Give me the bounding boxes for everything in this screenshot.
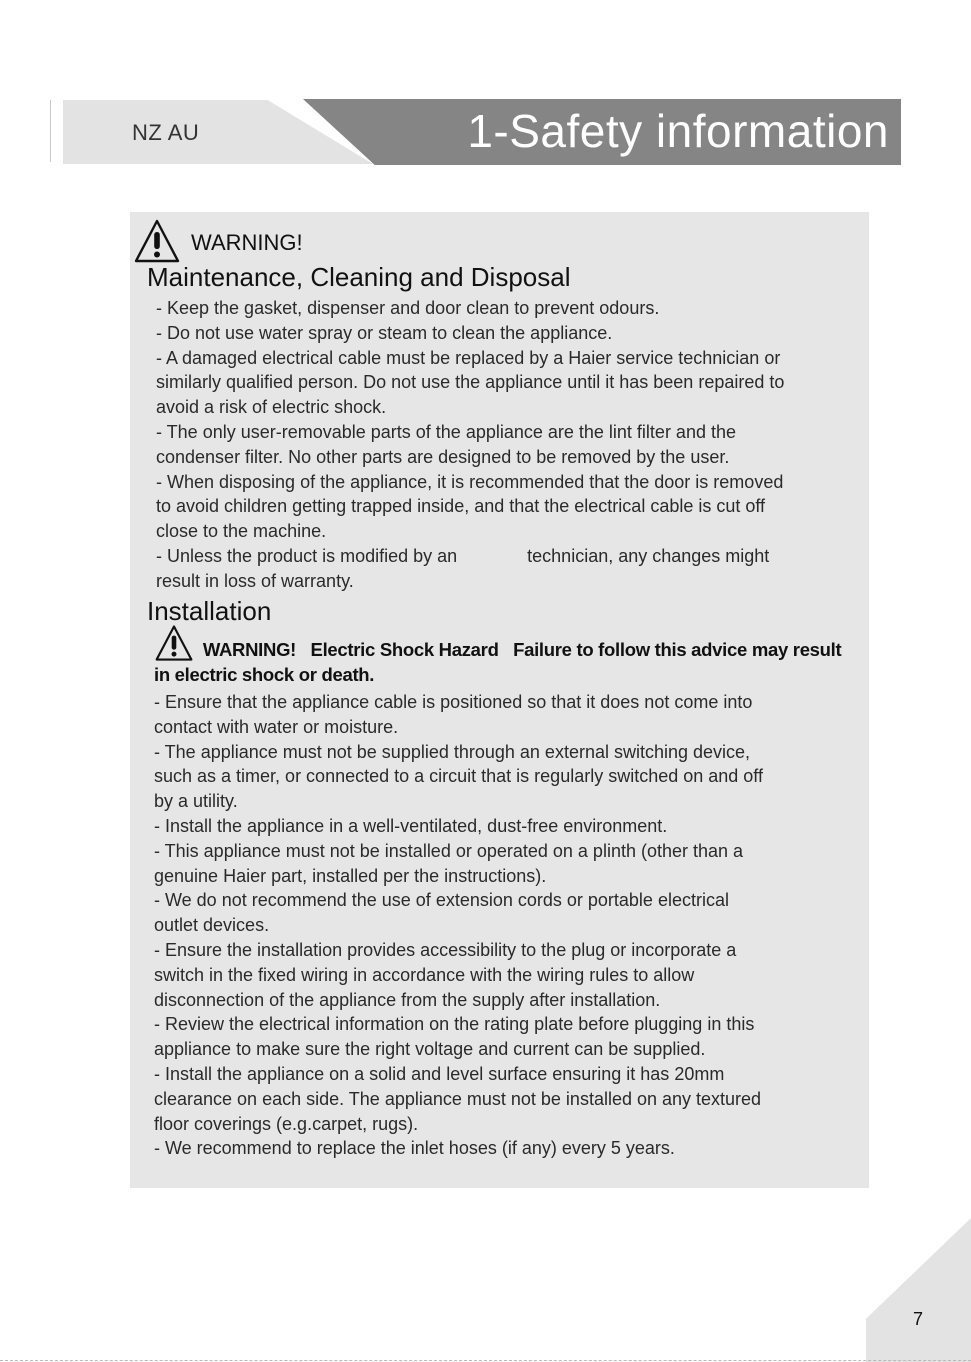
installation-text	[154, 690, 763, 1161]
text-line: similarly qualified person. Do not use the appliance until it has been repaired to	[156, 372, 785, 393]
text-line: - We recommend to replace the inlet hoses (if any) every 5 years.	[154, 1138, 675, 1159]
text-line: floor coverings (e.g.carpet, rugs).	[154, 1113, 419, 1134]
text-line: - Install the appliance on a solid and level surface ensuring it has 20mm	[154, 1063, 725, 1084]
text-line: by a utility.	[154, 791, 238, 812]
text-line: - Keep the gasket, dispenser and door clean to prevent odours.	[156, 298, 660, 318]
text-line: - Review the electrical information on the rating plate before plugging in this	[154, 1014, 755, 1035]
text-line: - Ensure that the appliance cable is positioned so that it does not come into	[154, 692, 753, 712]
text-line: - The only user-removable parts of the appliance are the lint filter and the	[156, 421, 736, 442]
warning-text-line1: WARNING! Electric Shock Hazard Failure to follow this advice may result	[202, 639, 842, 660]
warning-triangle-icon	[133, 218, 181, 269]
page-corner-decoration	[866, 1218, 971, 1362]
text-line: - The appliance must not be supplied through an external switching device,	[154, 741, 751, 762]
text-line: - Install the appliance in a well-ventilated, dust-free environment.	[154, 815, 668, 836]
page-number: 7	[913, 1309, 924, 1329]
safety-panel	[130, 212, 869, 1188]
page-title: 1-Safety information	[467, 105, 889, 157]
text-line: - A damaged electrical cable must be replaced by a Haier service technician or	[156, 347, 781, 368]
text-line: disconnection of the appliance from the supply after installation.	[154, 989, 661, 1010]
text-line: outlet devices.	[154, 915, 270, 936]
page-bottom-edge	[0, 1360, 971, 1361]
text-line: - Do not use water spray or steam to clean the appliance.	[156, 322, 613, 343]
text-line: - This appliance must not be installed or operated on a plinth (other than a	[154, 840, 744, 861]
text-line: condenser filter. No other parts are designed to be removed by the user.	[156, 446, 730, 467]
header-divider	[50, 100, 51, 162]
warning-title: WARNING!	[191, 230, 303, 255]
text-line: clearance on each side. The appliance must not be installed on any textured	[154, 1088, 762, 1109]
text-line: - When disposing of the appliance, it is recommended that the door is removed	[156, 471, 784, 492]
text-line: to avoid children getting trapped inside, and that the electrical cable is cut off	[156, 496, 766, 517]
text-line: such as a timer, or connected to a circuit that is regularly switched on and off	[154, 766, 763, 787]
text-line: avoid a risk of electric shock.	[156, 397, 387, 418]
warning-header	[133, 220, 303, 266]
warning-triangle-icon	[154, 639, 203, 660]
installation-warning	[154, 624, 841, 687]
maintenance-heading: Maintenance, Cleaning and Disposal	[147, 262, 571, 292]
text-line: switch in the fixed wiring in accordance with the wiring rules to allow	[154, 964, 695, 985]
warning-text-line2: in electric shock or death.	[154, 664, 375, 685]
text-line: - Unless the product is modified by an technician, any changes might	[156, 545, 770, 566]
text-line: - We do not recommend the use of extension cords or portable electrical	[154, 890, 729, 911]
text-line: result in loss of warranty.	[156, 570, 354, 591]
text-line: contact with water or moisture.	[154, 716, 399, 737]
text-line: genuine Haier part, installed per the instructions).	[154, 865, 547, 886]
region-label: NZ AU	[132, 120, 200, 145]
text-line: - Ensure the installation provides accessibility to the plug or incorporate a	[154, 939, 737, 960]
text-line: close to the machine.	[156, 521, 327, 542]
maintenance-text	[156, 296, 784, 594]
text-line: appliance to make sure the right voltage and current can be supplied.	[154, 1039, 706, 1060]
installation-heading: Installation	[147, 596, 272, 626]
